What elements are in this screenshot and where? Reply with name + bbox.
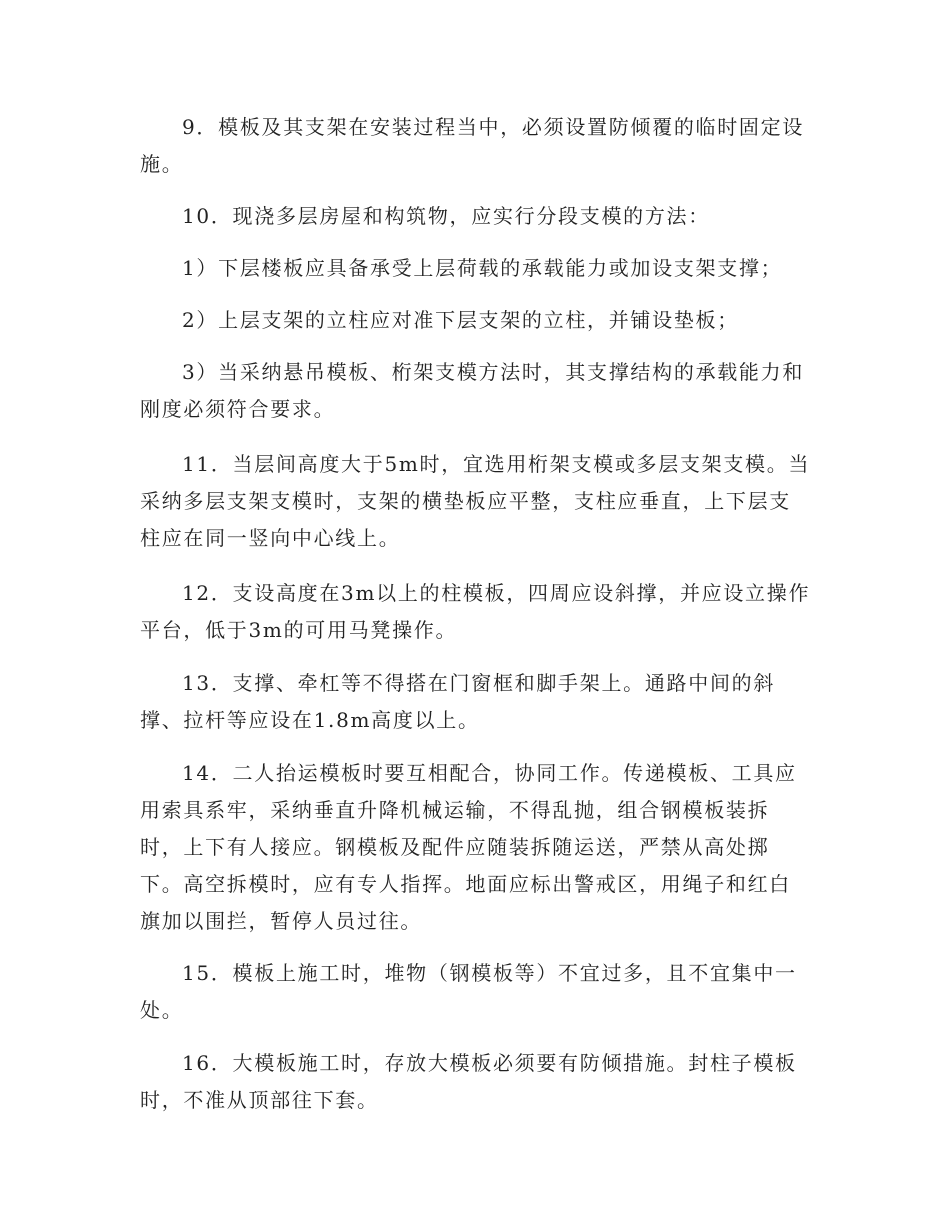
paragraph-line: 柱应在同一竖向中心线上。 <box>140 526 401 550</box>
paragraph-line: 3）当采纳悬吊模板、桁架支模方法时，其支撑结构的承载能力和 <box>182 360 805 384</box>
paragraph-line: 16．大模板施工时，存放大模板必须要有防倾措施。封柱子模板 <box>182 1051 797 1075</box>
paragraph-line: 下。高空拆模时，应有专人指挥。地面应标出警戒区，用绳子和红白 <box>140 872 791 896</box>
paragraph-line: 13．支撑、牵杠等不得搭在门窗框和脚手架上。通路中间的斜 <box>182 671 776 695</box>
paragraph-line: 时，不准从顶部往下套。 <box>140 1088 379 1112</box>
paragraph-line: 9．模板及其支架在安装过程当中，必须设置防倾覆的临时固定设 <box>182 115 805 139</box>
paragraph-line: 10．现浇多层房屋和构筑物，应实行分段支模的方法： <box>182 204 710 228</box>
paragraph-line: 采纳多层支架支模时，支架的横垫板应平整，支柱应垂直，上下层支 <box>140 489 791 513</box>
paragraph-line: 旗加以围拦，暂停人员过往。 <box>140 909 423 933</box>
paragraph-line: 2）上层支架的立柱应对准下层支架的立柱，并铺设垫板； <box>182 308 739 332</box>
paragraph-line: 11．当层间高度大于5m时，宜选用桁架支模或多层支架支模。当 <box>182 452 811 476</box>
paragraph-line: 12．支设高度在3m以上的柱模板，四周应设斜撑，并应设立操作 <box>182 581 811 605</box>
paragraph-line: 15．模板上施工时，堆物（钢模板等）不宜过多，且不宜集中一 <box>182 961 797 985</box>
paragraph-line: 14．二人抬运模板时要互相配合，协同工作。传递模板、工具应 <box>182 761 797 785</box>
paragraph-line: 1）下层楼板应具备承受上层荷载的承载能力或加设支架支撑； <box>182 256 783 280</box>
paragraph-line: 时，上下有人接应。钢模板及配件应随装拆随运送，严禁从高处掷 <box>140 835 770 859</box>
paragraph-line: 用索具系牢，采纳垂直升降机械运输，不得乱抛，组合钢模板装拆 <box>140 798 770 822</box>
paragraph-line: 平台，低于3m的可用马凳操作。 <box>140 618 458 642</box>
paragraph-line: 刚度必须符合要求。 <box>140 397 336 421</box>
paragraph-line: 施。 <box>140 152 184 176</box>
paragraph-line: 处。 <box>140 998 184 1022</box>
paragraph-line: 撑、拉杆等应设在1.8m高度以上。 <box>140 708 480 732</box>
